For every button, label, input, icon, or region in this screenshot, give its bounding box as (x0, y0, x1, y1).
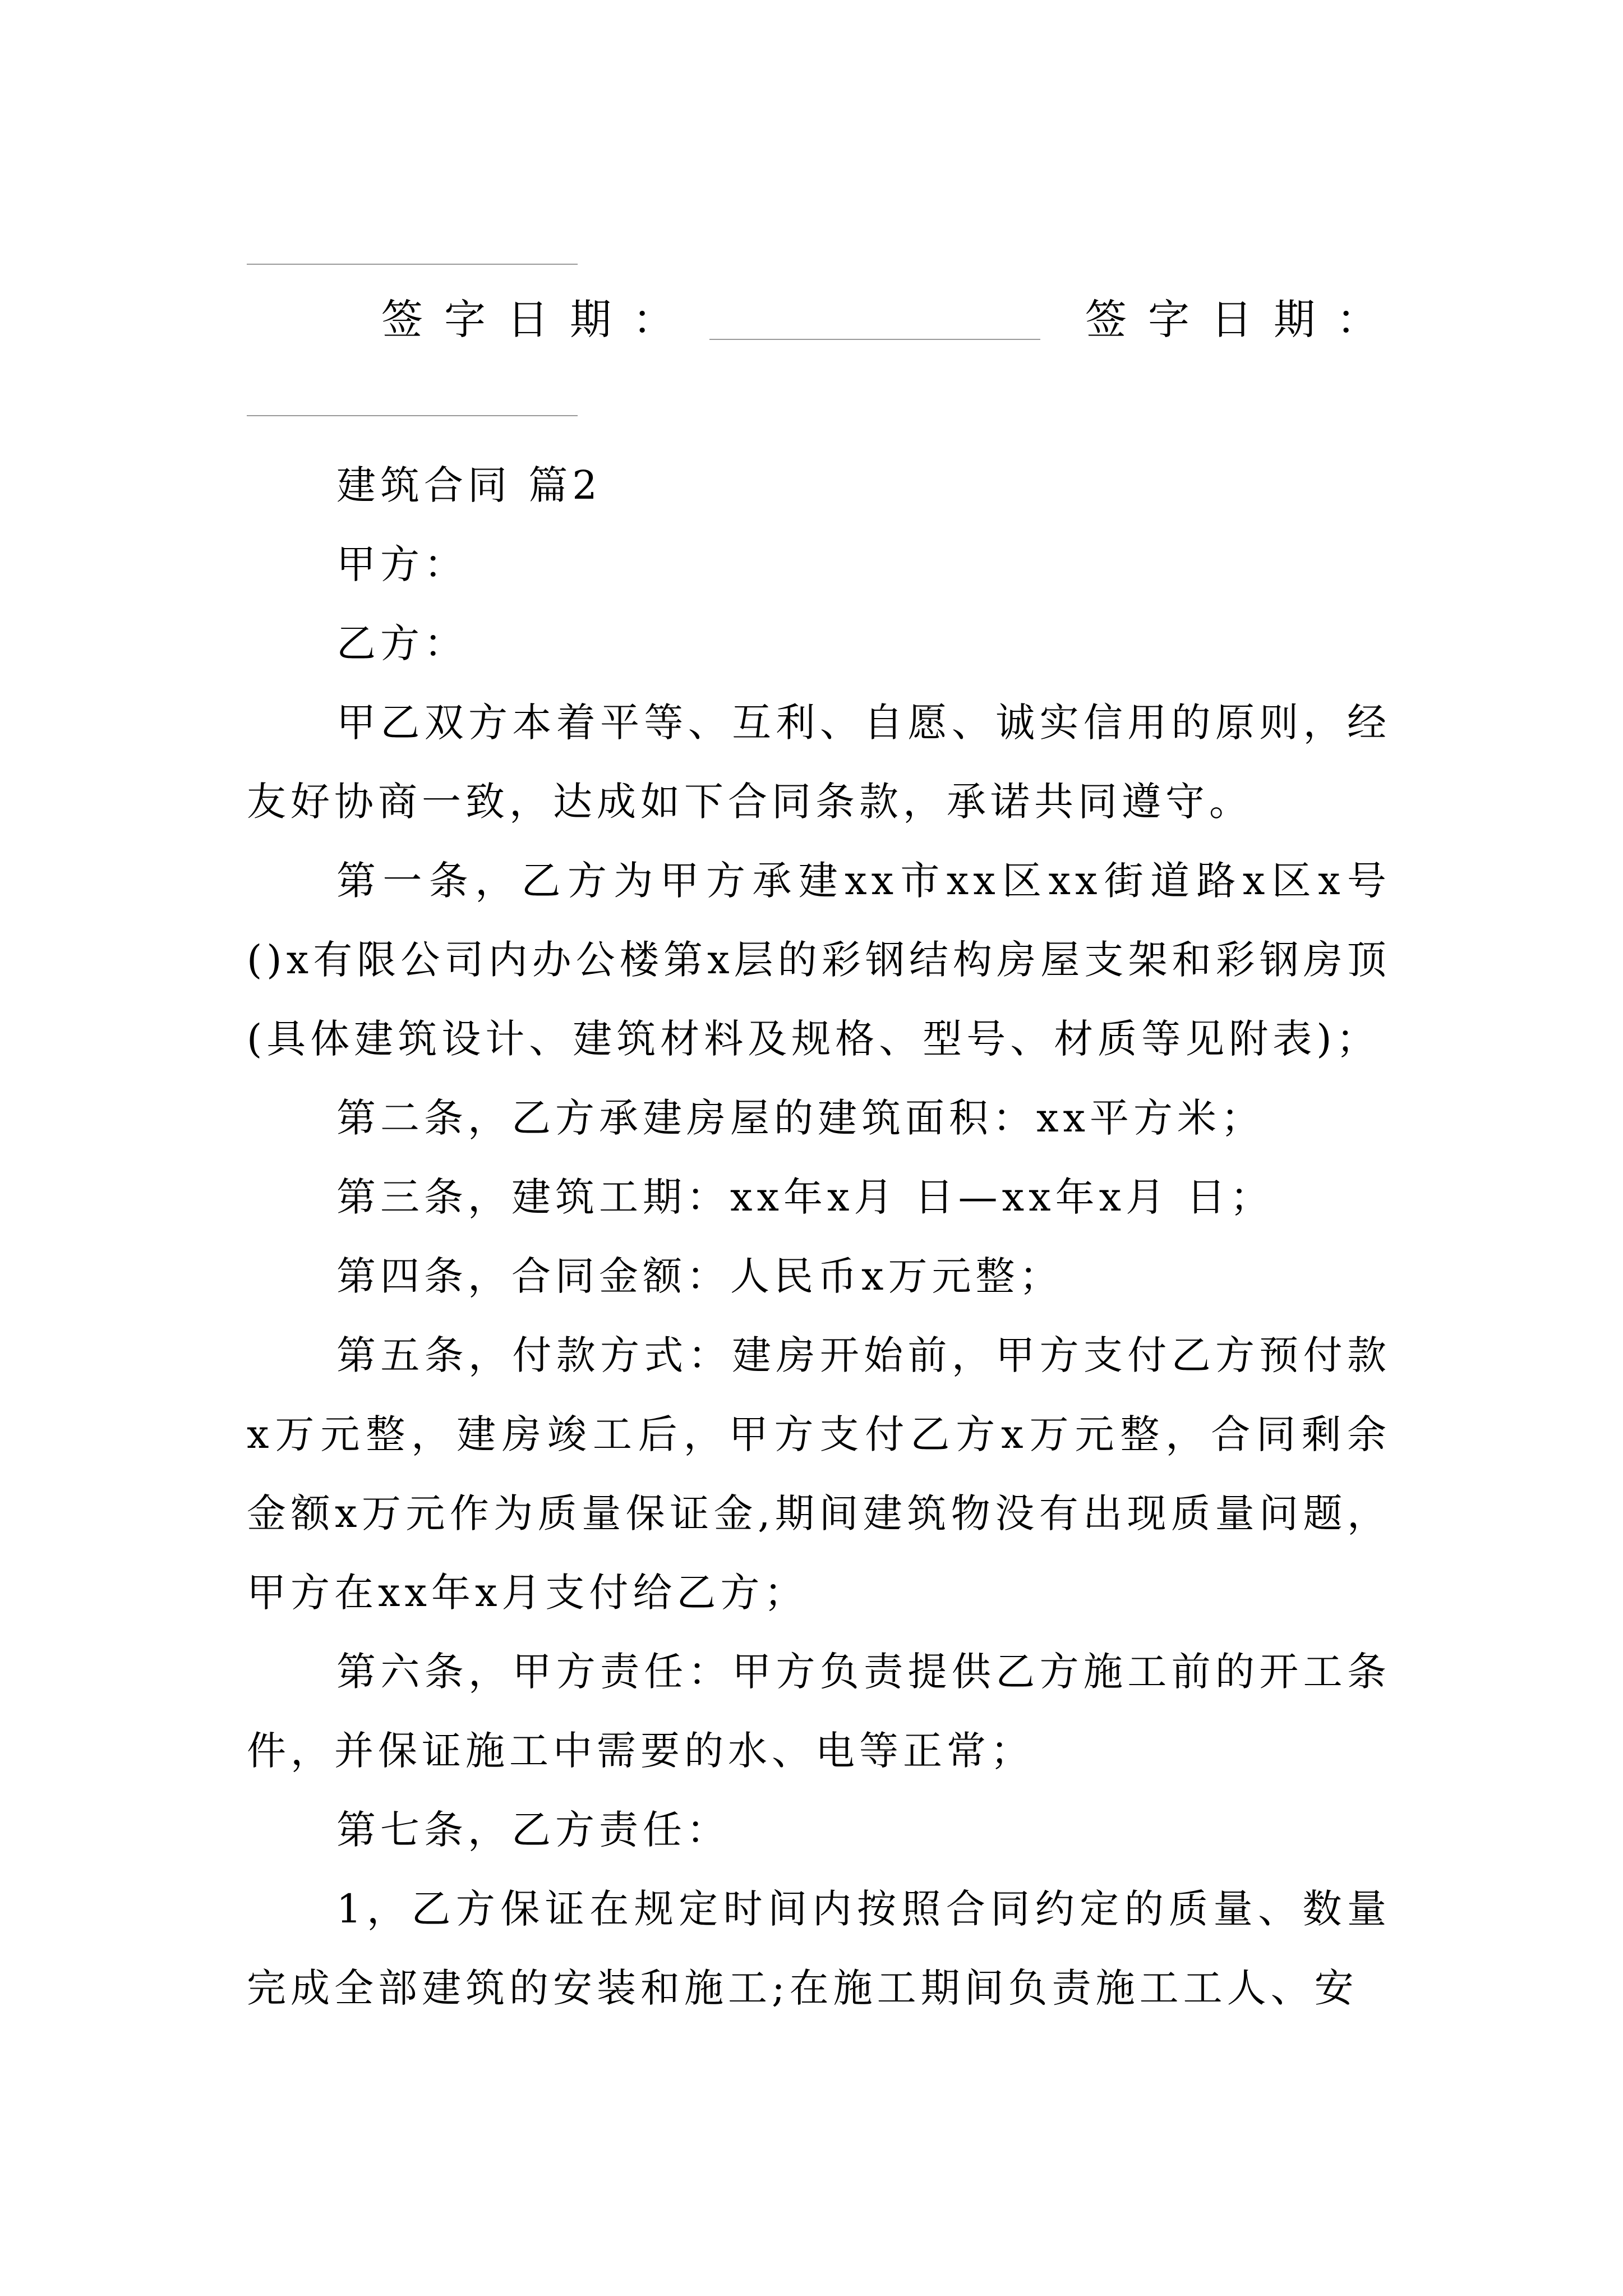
article-7-paragraph: 第七条，乙方责任： (336, 1807, 730, 1853)
article-3-paragraph: 第三条，建筑工期：xx年x月 日—xx年x月 日； (336, 1174, 1274, 1220)
contract-body (247, 446, 1391, 2028)
party-a-line: 甲方： (336, 541, 468, 587)
signature-date-label-left: 签字日期： (381, 296, 695, 344)
article-6-paragraph: 第六条，甲方责任：甲方负责提供乙方施工前的开工条件，并保证施工中需要的水、电等正常； (247, 1649, 1391, 1774)
article-2-paragraph: 第二条，乙方承建房屋的建筑面积：xx平方米； (336, 1095, 1265, 1141)
article-7-item-1-paragraph: 1，乙方保证在规定时间内按照合同约定的质量、数量完成全部建筑的安装和施工;在施工期间负责施工工人、安 (247, 1886, 1391, 2011)
article-4-paragraph: 第四条，合同金额：人民币x万元整； (336, 1253, 1063, 1299)
signature-date-label-right: 签字日期： (1085, 296, 1399, 344)
section-title: 建筑合同 篇2 (336, 462, 602, 508)
signature-date-line (709, 339, 1040, 340)
signature-line (247, 264, 578, 265)
signature-date-line-continued (247, 415, 578, 416)
party-b-line: 乙方： (336, 620, 468, 666)
article-1-paragraph: 第一条，乙方为甲方承建xx市xx区xx街道路x区x号()x有限公司内办公楼第x层的彩钢结构房屋支架和彩钢房顶(具体建筑设计、建筑材料及规格、型号、材质等见附表)； (247, 858, 1391, 1062)
article-5-paragraph: 第五条，付款方式：建房开始前，甲方支付乙方预付款x万元整，建房竣工后，甲方支付乙方x万元整，合同剩余金额x万元作为质量保证金,期间建筑物没有出现质量问题，甲方在xx年x月支付给乙方； (247, 1332, 1391, 1616)
preamble-paragraph: 甲乙双方本着平等、互利、自愿、诚实信用的原则，经友好协商一致，达成如下合同条款，承诺共同遵守。 (247, 700, 1391, 825)
